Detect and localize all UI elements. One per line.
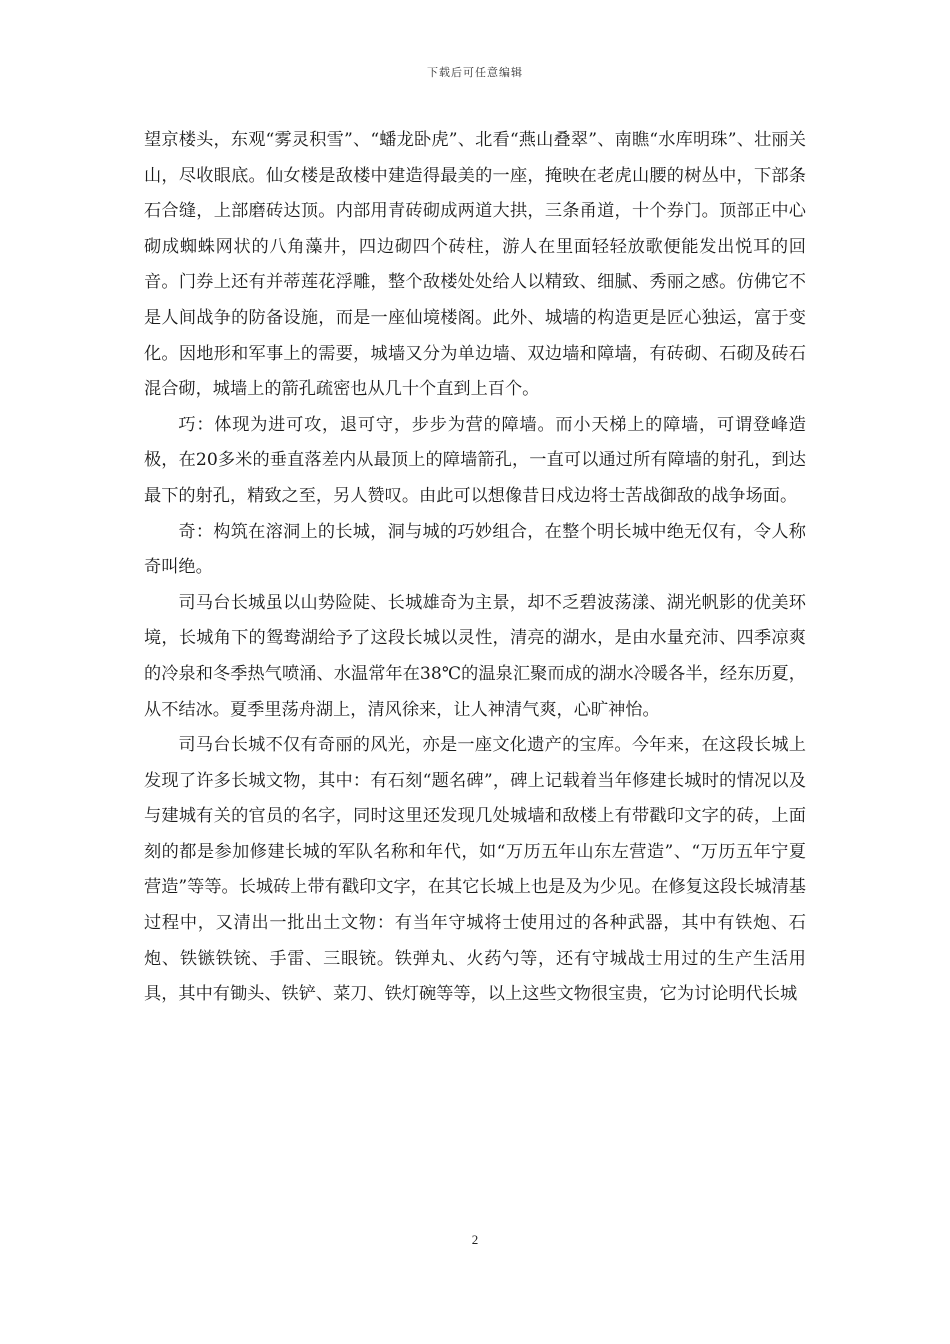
paragraph-qiao: 巧：体现为进可攻，退可守，步步为营的障墙。而小天梯上的障墙，可谓登峰造极，在20多米的垂直落差内从最顶上的障墙箭孔，一直可以通过所有障墙的射孔，到达最下的射孔，精致之至，另人赞叹。由此可以想像昔日戍边将士苦战御敌的战争场面。 [144,414,806,506]
page-header: 下载后可任意编辑 [427,66,523,79]
paragraph-continued: 望京楼头，东观“雾灵积雪”、“蟠龙卧虎”、北看“燕山叠翠”、南瞧“水库明珠”、壮丽关山，尽收眼底。仙女楼是敌楼中建造得最美的一座，掩映在老虎山腰的树丛中，下部条石合缝，上部磨砖达顶。内部用青砖砌成两道大拱，三条甬道，十个券门。顶部正中心砌成蜘蛛网状的八角藻井，四边砌四个砖柱，游人在里面轻轻放歌便能发出悦耳的回音。门券上还有并蒂莲花浮雕，整个敌楼处处给人以精致、细腻、秀丽之感。仿佛它不是人间战争的防备设施，而是一座仙境楼阁。此外、城墙的构造更是匠心独运，富于变化。因地形和军事上的需要，城墙又分为单边墙、双边墙和障墙，有砖砌、石砌及砖石混合砌，城墙上的箭孔疏密也从几十个直到上百个。 [144,130,806,400]
paragraph-qi: 奇：构筑在溶洞上的长城，洞与城的巧妙组合，在整个明长城中绝无仅有，令人称奇叫绝。 [144,521,806,578]
paragraph-relics: 司马台长城不仅有奇丽的风光，亦是一座文化遗产的宝库。今年来，在这段长城上发现了许多长城文物，其中：有石刻“题名碑”，碑上记载着当年修建长城时的情况以及与建城有关的官员的名字，同时这里还发现几处城墙和敌楼上有带戳印文字的砖，上面刻的都是参加修建长城的军队名称和年代，如“万历五年山东左营造”、“万历五年宁夏营造”等等。长城砖上带有戳印文字，在其它长城上也是及为少见。在修复这段长城清基过程中，又清出一批出土文物：有当年守城将士使用过的各种武器，其中有铁炮、石炮、铁镞铁铳、手雷、三眼铳。铁弹丸、火药勺等，还有守城战士用过的生产生活用具，其中有锄头、铁铲、菜刀、铁灯碗等等，以上这些文物很宝贵，它为讨论明代长城 [144,735,806,1005]
page-number: 2 [471,1232,479,1247]
paragraph-lake: 司马台长城虽以山势险陡、长城雄奇为主景，却不乏碧波荡漾、湖光帆影的优美环境，长城角下的鸳鸯湖给予了这段长城以灵性，清亮的湖水，是由水量充沛、四季凉爽的冷泉和冬季热气喷涌、水温常年在38℃的温泉汇聚而成的湖水冷暖各半，经东历夏，从不结冰。夏季里荡舟湖上，清风徐来，让人神清气爽，心旷神怡。 [144,592,806,720]
document-body [144,123,806,1013]
